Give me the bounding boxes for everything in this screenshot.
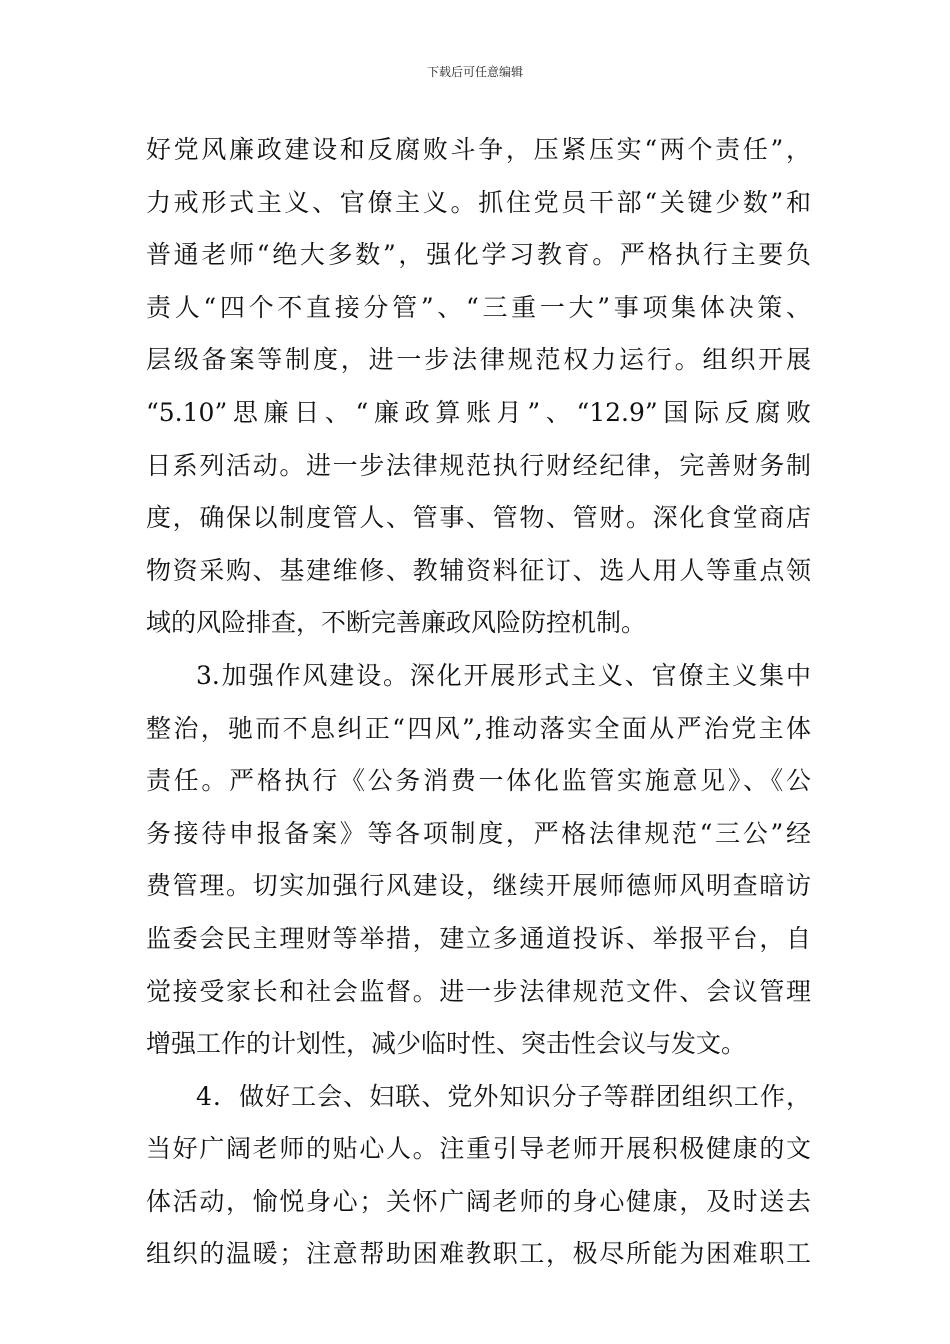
page-header: 下载后可任意编辑	[426, 65, 523, 79]
text-line: 力戒形式主义、官僚主义。抓住党员干部“关键少数”和	[146, 187, 811, 217]
text-line: 普通老师“绝大多数”，强化学习教育。严格执行主要负	[146, 240, 811, 270]
text-line: 日系列活动。进一步法律规范执行财经纪律，完善财务制	[146, 450, 811, 480]
text-line: 物资采购、基建维修、教辅资料征订、选人用人等重点领	[146, 555, 811, 585]
text-line: 体活动，愉悦身心；关怀广阔老师的身心健康，及时送去	[146, 1186, 811, 1216]
text-line: 务接待申报备案》等各项制度，严格法律规范“三公”经	[146, 818, 811, 848]
text-line: 域的风险排查，不断完善廉政风险防控机制。	[146, 608, 647, 638]
paragraph-start-line: 3.加强作风建设。深化开展形式主义、官僚主义集中	[196, 660, 811, 690]
text-line: 整治，驰而不息纠正“四风”,推动落实全面从严治党主体	[146, 713, 811, 743]
document-body	[146, 124, 811, 1281]
text-line: 责任。严格执行《公务消费一体化监管实施意见》、《公	[146, 766, 811, 796]
text-line: 当好广阔老师的贴心人。注重引导老师开展积极健康的文	[146, 1134, 811, 1164]
text-line: 好党风廉政建设和反腐败斗争，压紧压实“两个责任”，	[146, 135, 811, 164]
paragraph-start-line: 4．做好工会、妇联、党外知识分子等群团组织工作，	[196, 1081, 811, 1111]
text-line: 层级备案等制度，进一步法律规范权力运行。组织开展	[146, 345, 811, 375]
text-line: “5.10”思廉日、“廉政算账月”、“12.9”国际反腐败	[146, 397, 811, 427]
text-line: 责人“四个不直接分管”、“三重一大”事项集体决策、	[146, 292, 811, 322]
text-line: 组织的温暖；注意帮助困难教职工，极尽所能为困难职工	[146, 1239, 811, 1269]
text-line: 增强工作的计划性，减少临时性、突击性会议与发文。	[146, 1029, 747, 1059]
text-line: 监委会民主理财等举措，建立多通道投诉、举报平台，自	[146, 923, 811, 953]
text-line: 费管理。切实加强行风建设，继续开展师德师风明查暗访	[146, 871, 811, 901]
text-line: 度，确保以制度管人、管事、管物、管财。深化食堂商店	[146, 503, 811, 533]
text-line: 觉接受家长和社会监督。进一步法律规范文件、会议管理	[146, 976, 811, 1006]
